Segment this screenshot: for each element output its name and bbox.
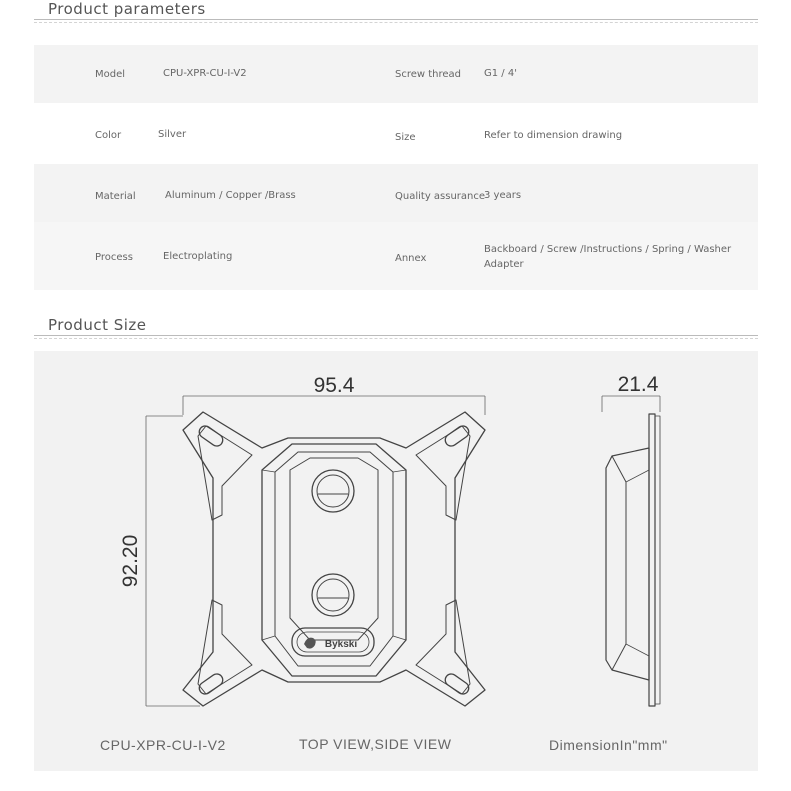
param-label: Annex [395, 253, 427, 264]
depth-dimension: 21.4 [617, 373, 659, 396]
height-dimension: 92.20 [119, 534, 142, 588]
param-value: Backboard / Screw /Instructions / Spring / Washer [484, 244, 732, 255]
param-label: Size [395, 132, 416, 143]
param-label: Screw thread [395, 69, 462, 80]
param-label: Color [95, 130, 122, 141]
param-label: Material [95, 191, 136, 202]
param-value: G1 / 4' [484, 68, 517, 79]
param-value: Electroplating [163, 251, 233, 262]
param-value: Silver [158, 129, 187, 140]
param-label: Quality assurance [395, 191, 486, 202]
caption-views: TOP VIEW,SIDE VIEW [299, 736, 452, 752]
param-value: Refer to dimension drawing [484, 130, 623, 141]
param-value-continued: Adapter [484, 259, 524, 270]
param-value: CPU-XPR-CU-I-V2 [163, 68, 247, 79]
bull-logo-icon [304, 638, 316, 649]
param-label: Process [95, 252, 133, 263]
caption-model: CPU-XPR-CU-I-V2 [100, 737, 226, 753]
param-value: Aluminum / Copper /Brass [165, 190, 296, 201]
brand-logo-text: Bykski [324, 639, 358, 650]
width-dimension: 95.4 [313, 374, 355, 397]
size-title: Product Size [48, 316, 147, 334]
param-value: 3 years [484, 190, 522, 201]
caption-unit: DimensionIn"mm" [549, 737, 668, 753]
param-label: Model [95, 69, 126, 80]
parameters-title: Product parameters [48, 0, 206, 18]
